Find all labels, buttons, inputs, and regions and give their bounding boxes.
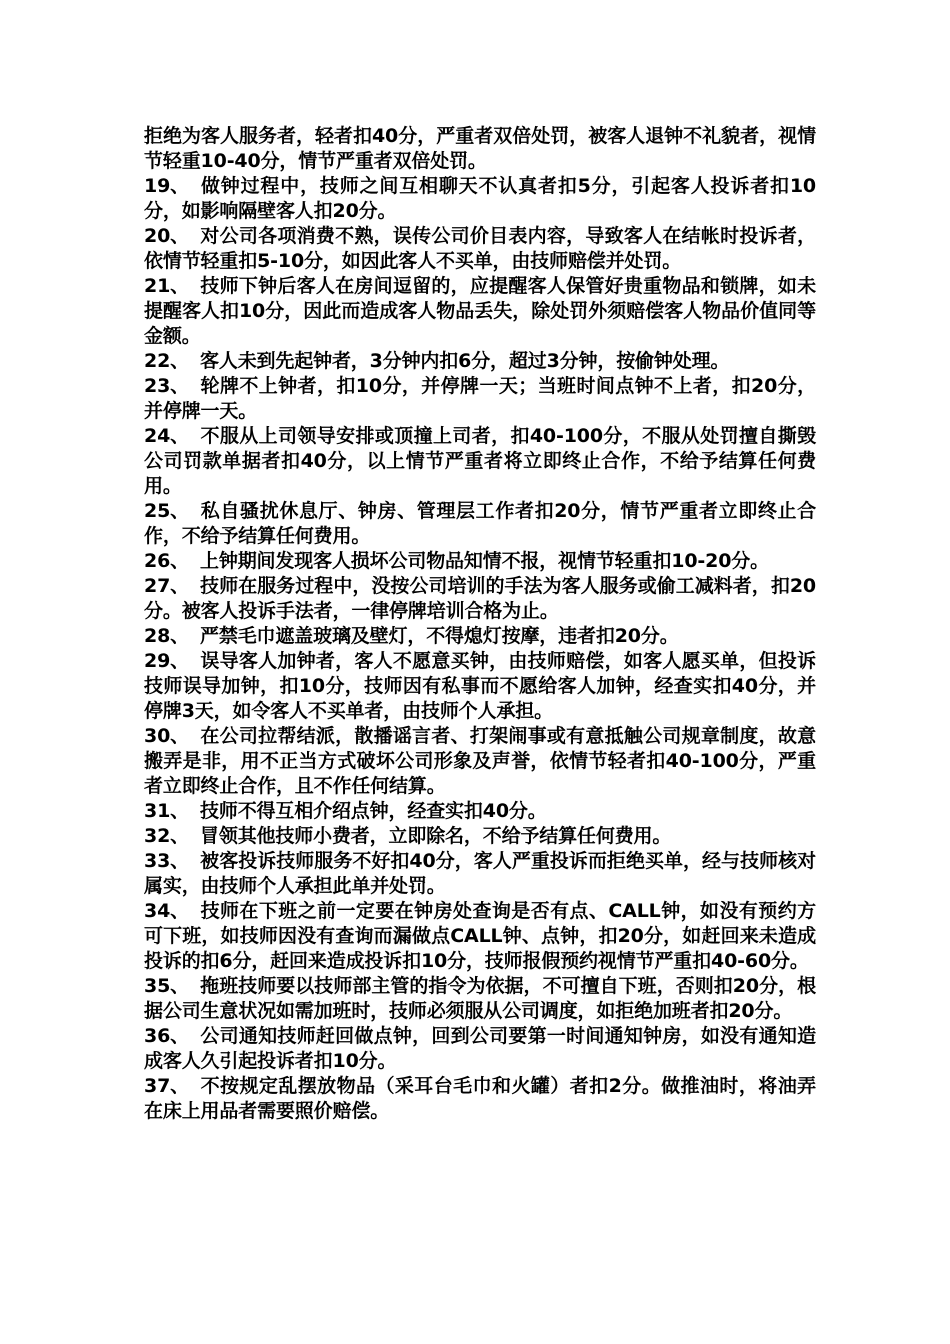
paragraph-number: 30、 [144, 725, 189, 747]
paragraph-number: 37、 [144, 1075, 189, 1097]
paragraph-text: 在公司拉帮结派，散播谣言者、打架闹事或有意抵触公司规章制度，故意搬弄是非，用不正当方式破坏公司形象及声誉，依情节轻者扣40-100分，严重者立即终止合作，且不作任何结算。 [144, 725, 816, 797]
paragraph-number: 29、 [144, 650, 189, 672]
document-body [144, 124, 816, 1124]
paragraph-number: 31、 [144, 800, 189, 822]
paragraph-25 [144, 499, 816, 549]
paragraph-text: 误导客人加钟者，客人不愿意买钟，由技师赔偿，如客人愿买单，但投诉技师误导加钟，扣10分，技师因有私事而不愿给客人加钟，经查实扣40分，并停牌3天，如令客人不买单者，由技师个人承担。 [144, 650, 816, 722]
paragraph-text: 冒领其他技师小费者，立即除名，不给予结算任何费用。 [200, 825, 672, 847]
paragraph-text: 上钟期间发现客人损坏公司物品知情不报，视情节轻重扣10-20分。 [200, 550, 769, 572]
paragraph-text: 技师不得互相介绍点钟，经查实扣40分。 [200, 800, 547, 822]
paragraph-number: 20、 [144, 225, 189, 247]
paragraph-number: 34、 [144, 900, 189, 922]
paragraph-number: 25、 [144, 500, 189, 522]
paragraph-19 [144, 174, 816, 224]
paragraph-number: 35、 [144, 975, 189, 997]
paragraph-text: 轮牌不上钟者，扣10分，并停牌一天；当班时间点钟不上者，扣20分，并停牌一天。 [144, 375, 816, 422]
paragraph-27 [144, 574, 816, 624]
paragraph-text: 技师在下班之前一定要在钟房处查询是否有点、CALL钟，如没有预约方可下班，如技师因没有查询而漏做点CALL钟、点钟，扣20分，如赶回来未造成投诉的扣6分，赶回来造成投诉扣10分，技师报假预约视情节严重扣40-60分。 [144, 900, 816, 972]
paragraph-number: 28、 [144, 625, 189, 647]
paragraph-26 [144, 549, 816, 574]
paragraph-34 [144, 899, 816, 974]
paragraph-number: 32、 [144, 825, 189, 847]
paragraph-31 [144, 799, 816, 824]
paragraph-21 [144, 274, 816, 349]
paragraph-29 [144, 649, 816, 724]
paragraph-36 [144, 1024, 816, 1074]
paragraph-text: 不服从上司领导安排或顶撞上司者，扣40-100分，不服从处罚擅自撕毁公司罚款单据者扣40分，以上情节严重者将立即终止合作，不给予结算任何费用。 [144, 425, 816, 497]
paragraph-number: 33、 [144, 850, 189, 872]
paragraph-text: 不按规定乱摆放物品（采耳台毛巾和火罐）者扣2分。做推油时，将油弄在床上用品者需要照价赔偿。 [144, 1075, 816, 1122]
paragraph-text: 技师下钟后客人在房间逗留的，应提醒客人保管好贵重物品和锁牌，如未提醒客人扣10分，因此而造成客人物品丢失，除处罚外须赔偿客人物品价值同等金额。 [144, 275, 816, 347]
paragraph-number: 24、 [144, 425, 189, 447]
paragraph-number: 36、 [144, 1025, 189, 1047]
paragraph-37 [144, 1074, 816, 1124]
paragraph-number: 27、 [144, 575, 189, 597]
paragraph-text: 拖班技师要以技师部主管的指令为依据，不可擅自下班，否则扣20分，根据公司生意状况如需加班时，技师必须服从公司调度，如拒绝加班者扣20分。 [144, 975, 816, 1022]
paragraph-continued [144, 124, 816, 174]
paragraph-text: 做钟过程中，技师之间互相聊天不认真者扣5分，引起客人投诉者扣10分，如影响隔壁客人扣20分。 [144, 175, 816, 222]
paragraph-text: 拒绝为客人服务者，轻者扣40分，严重者双倍处罚，被客人退钟不礼貌者，视情节轻重10-40分，情节严重者双倍处罚。 [144, 125, 816, 172]
paragraph-22 [144, 349, 816, 374]
paragraph-33 [144, 849, 816, 899]
paragraph-number: 23、 [144, 375, 189, 397]
paragraph-32 [144, 824, 816, 849]
paragraph-text: 客人未到先起钟者，3分钟内扣6分，超过3分钟，按偷钟处理。 [200, 350, 730, 372]
paragraph-28 [144, 624, 816, 649]
paragraph-30 [144, 724, 816, 799]
paragraph-text: 私自骚扰休息厅、钟房、管理层工作者扣20分，情节严重者立即终止合作，不给予结算任何费用。 [144, 500, 816, 547]
paragraph-text: 被客投诉技师服务不好扣40分，客人严重投诉而拒绝买单，经与技师核对属实，由技师个人承担此单并处罚。 [144, 850, 816, 897]
paragraph-text: 对公司各项消费不熟，误传公司价目表内容，导致客人在结帐时投诉者，依情节轻重扣5-10分，如因此客人不买单，由技师赔偿并处罚。 [144, 225, 816, 272]
paragraph-35 [144, 974, 816, 1024]
paragraph-number: 19、 [144, 175, 189, 197]
paragraph-23 [144, 374, 816, 424]
paragraph-text: 公司通知技师赶回做点钟，回到公司要第一时间通知钟房，如没有通知造成客人久引起投诉者扣10分。 [144, 1025, 816, 1072]
paragraph-24 [144, 424, 816, 499]
paragraph-number: 22、 [144, 350, 189, 372]
paragraph-text: 严禁毛巾遮盖玻璃及壁灯，不得熄灯按摩，违者扣20分。 [200, 625, 679, 647]
paragraph-number: 21、 [144, 275, 189, 297]
paragraph-20 [144, 224, 816, 274]
paragraph-text: 技师在服务过程中，没按公司培训的手法为客人服务或偷工减料者，扣20分。被客人投诉手法者，一律停牌培训合格为止。 [144, 575, 816, 622]
paragraph-number: 26、 [144, 550, 189, 572]
